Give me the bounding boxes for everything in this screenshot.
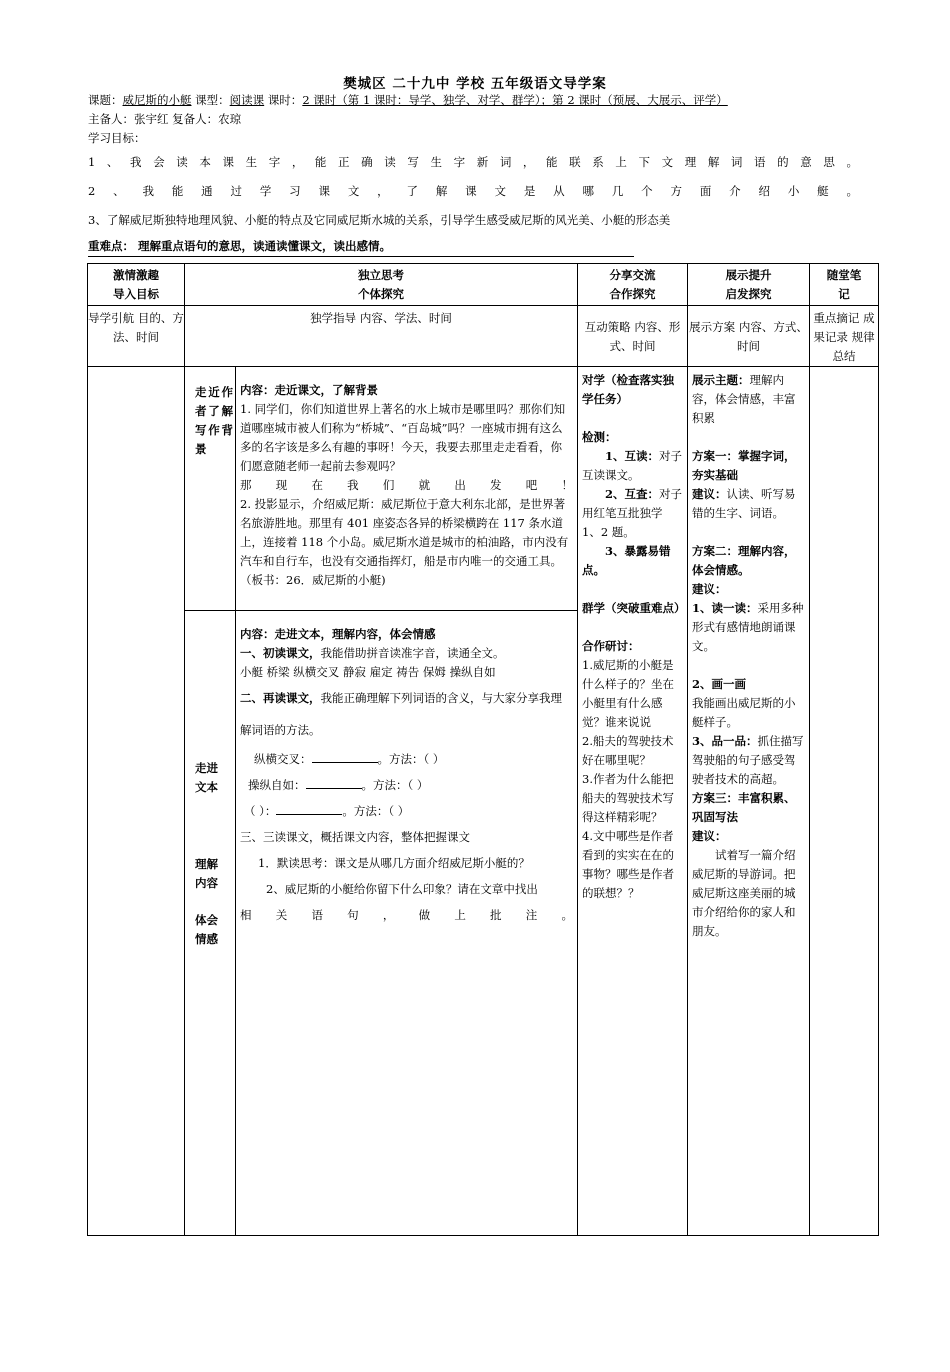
subheader-col-1: 导学引航 目的、方法、时间 — [88, 306, 185, 367]
theme-text: 理解内容，体会情感，丰富积累 — [692, 373, 796, 425]
type-label: 课型： — [195, 93, 230, 107]
section-2-title: 内容：走进文本，理解内容，体会情感 — [240, 627, 436, 641]
presentation-plan-cell — [688, 367, 810, 1236]
subheader-row — [88, 306, 879, 367]
step-3: 三、三读课文，概括课文内容，整体把握课文 — [240, 830, 470, 844]
plan-1-title: 方案一：掌握字词，夯实基础 — [692, 449, 796, 482]
goals-label: 学习目标： — [88, 131, 146, 145]
step-2-text: 我能正确理解下列词语的含义，与大家分享我理解词语的方法。 — [240, 691, 562, 737]
plan-1-suggestion: 认读、听写易错的生字、词语。 — [692, 487, 796, 520]
goal-2: 2、我能通过学习课文，了解课文是从哪几个方面介绍小艇。 — [88, 184, 858, 198]
section-1-label: 走近作者了解写作背景 — [195, 385, 233, 456]
hours-value: 2 课时（第 1 课时：导学、独学、对学、群学）；第 2 课时（预展、大展示、评学） — [302, 93, 728, 107]
lesson-plan-table — [87, 263, 879, 1236]
read-title: 1、读一读： — [692, 601, 758, 615]
step-1-text: 我能借助拼音读准字音，读通全文。 — [320, 646, 505, 660]
check-2-text: 对子用红笔互批独学 1、2 题。 — [582, 487, 683, 539]
subheader-col-2: 独学指导 内容、学法、时间 — [185, 306, 578, 367]
check-3-title: 3、暴露易错点。 — [582, 544, 671, 577]
savor-title: 3、品一品： — [692, 734, 758, 748]
fill-blank-1: 纵横交叉： 。方法：（ ） — [254, 752, 445, 766]
plan-2-title: 方案二：理解内容，体会情感。 — [692, 544, 796, 577]
topic-label: 课题： — [88, 93, 123, 107]
plan-3-text: 试着写一篇介绍威尼斯的导游词。把威尼斯这座美丽的城市介绍给你的家人和朋友。 — [692, 848, 796, 938]
discuss-4: 4.文中哪些是作者看到的实实在在的事物？哪些是作者的联想？？ — [582, 829, 674, 900]
type-value: 阅读课 — [229, 93, 265, 107]
notes-cell — [810, 367, 879, 1236]
section-1-label-cell — [185, 367, 236, 611]
pair-study-title: 对学（检查落实独学任务） — [582, 373, 674, 406]
check-2-title: 2、互查： — [605, 487, 660, 501]
preparers-line: 主备人：张宇红 复备人：农琼 — [88, 112, 242, 126]
plan-2-suggestion-title: 建议： — [692, 582, 727, 596]
subheader-col-3: 互动策略 内容、形式、时间 — [578, 306, 688, 367]
step-1-title: 一、初读课文， — [240, 646, 321, 660]
draw-text: 我能画出威尼斯的小艇样子。 — [692, 696, 796, 729]
check-title: 检测： — [582, 430, 617, 444]
section-2-content — [236, 611, 578, 1236]
header-row — [88, 264, 879, 306]
section-1-p1: 1. 同学们，你们知道世界上著名的水上城市是哪里吗？那你们知道哪座城市被人们称为“桥城”、“百岛城”吗？一座城市拥有这么多的名字该是多么有趣的事呀！今天，我要去那里走走看看，你们愿意随老师一起前去参观吗？ — [240, 402, 566, 473]
subheader-col-4: 展示方案 内容、方式、时间 — [688, 306, 810, 367]
guide-cell — [88, 367, 185, 1236]
fill-blank-2: 操纵自如： 。方法：（ ） — [248, 778, 429, 792]
interaction-strategy-cell — [578, 367, 688, 1236]
step-2-title: 二、再读课文， — [240, 691, 321, 705]
section-1-content — [236, 367, 578, 611]
section-1-row — [88, 367, 879, 611]
fill-blank-3: （ ）： 。方法：（ ） — [244, 804, 410, 818]
question-2: 2、威尼斯的小艇给你留下什么印象？请在文章中找出 — [266, 882, 538, 896]
discuss-1: 1.威尼斯的小艇是什么样子的？坐在小艇里有什么感觉？谁来说说 — [582, 658, 674, 729]
section-2-label-cell — [185, 611, 236, 1236]
discuss-2: 2.船夫的驾驶技术好在哪里呢？ — [582, 734, 674, 767]
answer-blank[interactable] — [312, 750, 378, 763]
answer-blank[interactable] — [306, 776, 362, 789]
plan-1-suggestion-title: 建议： — [692, 487, 727, 501]
section-2-label-c: 体会 情感 — [195, 913, 218, 946]
answer-blank[interactable] — [276, 802, 342, 815]
goal-1: 1、我会读本课生字，能正确读写生字新词，能联系上下文理解词语的意思。 — [88, 155, 858, 169]
key-points: 重难点： 理解重点语句的意思，读通读懂课文，读出感情。 — [88, 238, 634, 257]
subheader-col-5: 重点摘记 成果记录 规律总结 — [810, 306, 879, 367]
header-col-4: 展示提升 启发探究 — [688, 264, 810, 306]
header-col-2: 独立思考 个体探究 — [185, 264, 578, 306]
hours-label: 课时： — [267, 93, 303, 107]
question-2-end: 相关语句，做上批注。 — [240, 908, 573, 922]
check-1-title: 1、互读： — [605, 449, 660, 463]
savor-text: 抓住描写驾驶船的句子感受驾驶者技术的高超。 — [692, 734, 804, 786]
theme-title: 展示主题： — [692, 373, 750, 387]
discuss-3: 3.作者为什么能把船夫的驾驶技术写得这样精彩呢？ — [582, 772, 674, 824]
vocabulary-words: 小艇 桥梁 纵横交叉 静寂 雇定 祷告 保姆 操纵自如 — [240, 665, 496, 679]
check-1-text: 对子互读课文。 — [582, 449, 683, 482]
header-col-3: 分享交流 合作探究 — [578, 264, 688, 306]
section-1-title: 内容：走近课文，了解背景 — [240, 383, 378, 397]
page-title: 樊城区 二十九中 学校 五年级语文导学案 — [343, 76, 607, 92]
header-col-1: 激情激趣 导入目标 — [88, 264, 185, 306]
header-col-5: 随堂笔 记 — [810, 264, 879, 306]
lesson-info-line — [88, 91, 728, 109]
question-1: 1．默读思考：课文是从哪几方面介绍威尼斯小艇的？ — [258, 856, 530, 870]
goal-3: 3、了解威尼斯独特地理风貌、小艇的特点及它同威尼斯水城的关系，引导学生感受威尼斯的风光美、小艇的形态美 — [88, 213, 671, 227]
section-1-p2: 2. 投影显示，介绍威尼斯：威尼斯位于意大利东北部，是世界著名旅游胜地。那里有 401 座姿态各异的桥梁横跨在 117 条水道上，连接着 118 个小岛。威尼斯水道是城市的柏油路，市内没有汽车和自行车，也没有交通指挥灯，船是市内唯一的交通工具。（板书：26．威尼斯的小艇) — [240, 497, 569, 587]
plan-3-title: 方案三：丰富积累、巩固写法 — [692, 791, 796, 824]
read-text: 采用多种形式有感情地朗诵课文。 — [692, 601, 804, 653]
section-1-p1-end: 那现在我们就出发吧！ — [240, 478, 573, 492]
discuss-title: 合作研讨： — [582, 639, 640, 653]
plan-3-suggestion-title: 建议： — [692, 829, 727, 843]
topic-value: 威尼斯的小艇 — [122, 93, 192, 107]
section-2-label-b: 理解 内容 — [195, 857, 218, 890]
draw-title: 2、画一画 — [692, 677, 747, 691]
group-study-title: 群学（突破重难点） — [582, 601, 686, 615]
section-2-label-a: 走进 文本 — [195, 761, 218, 794]
